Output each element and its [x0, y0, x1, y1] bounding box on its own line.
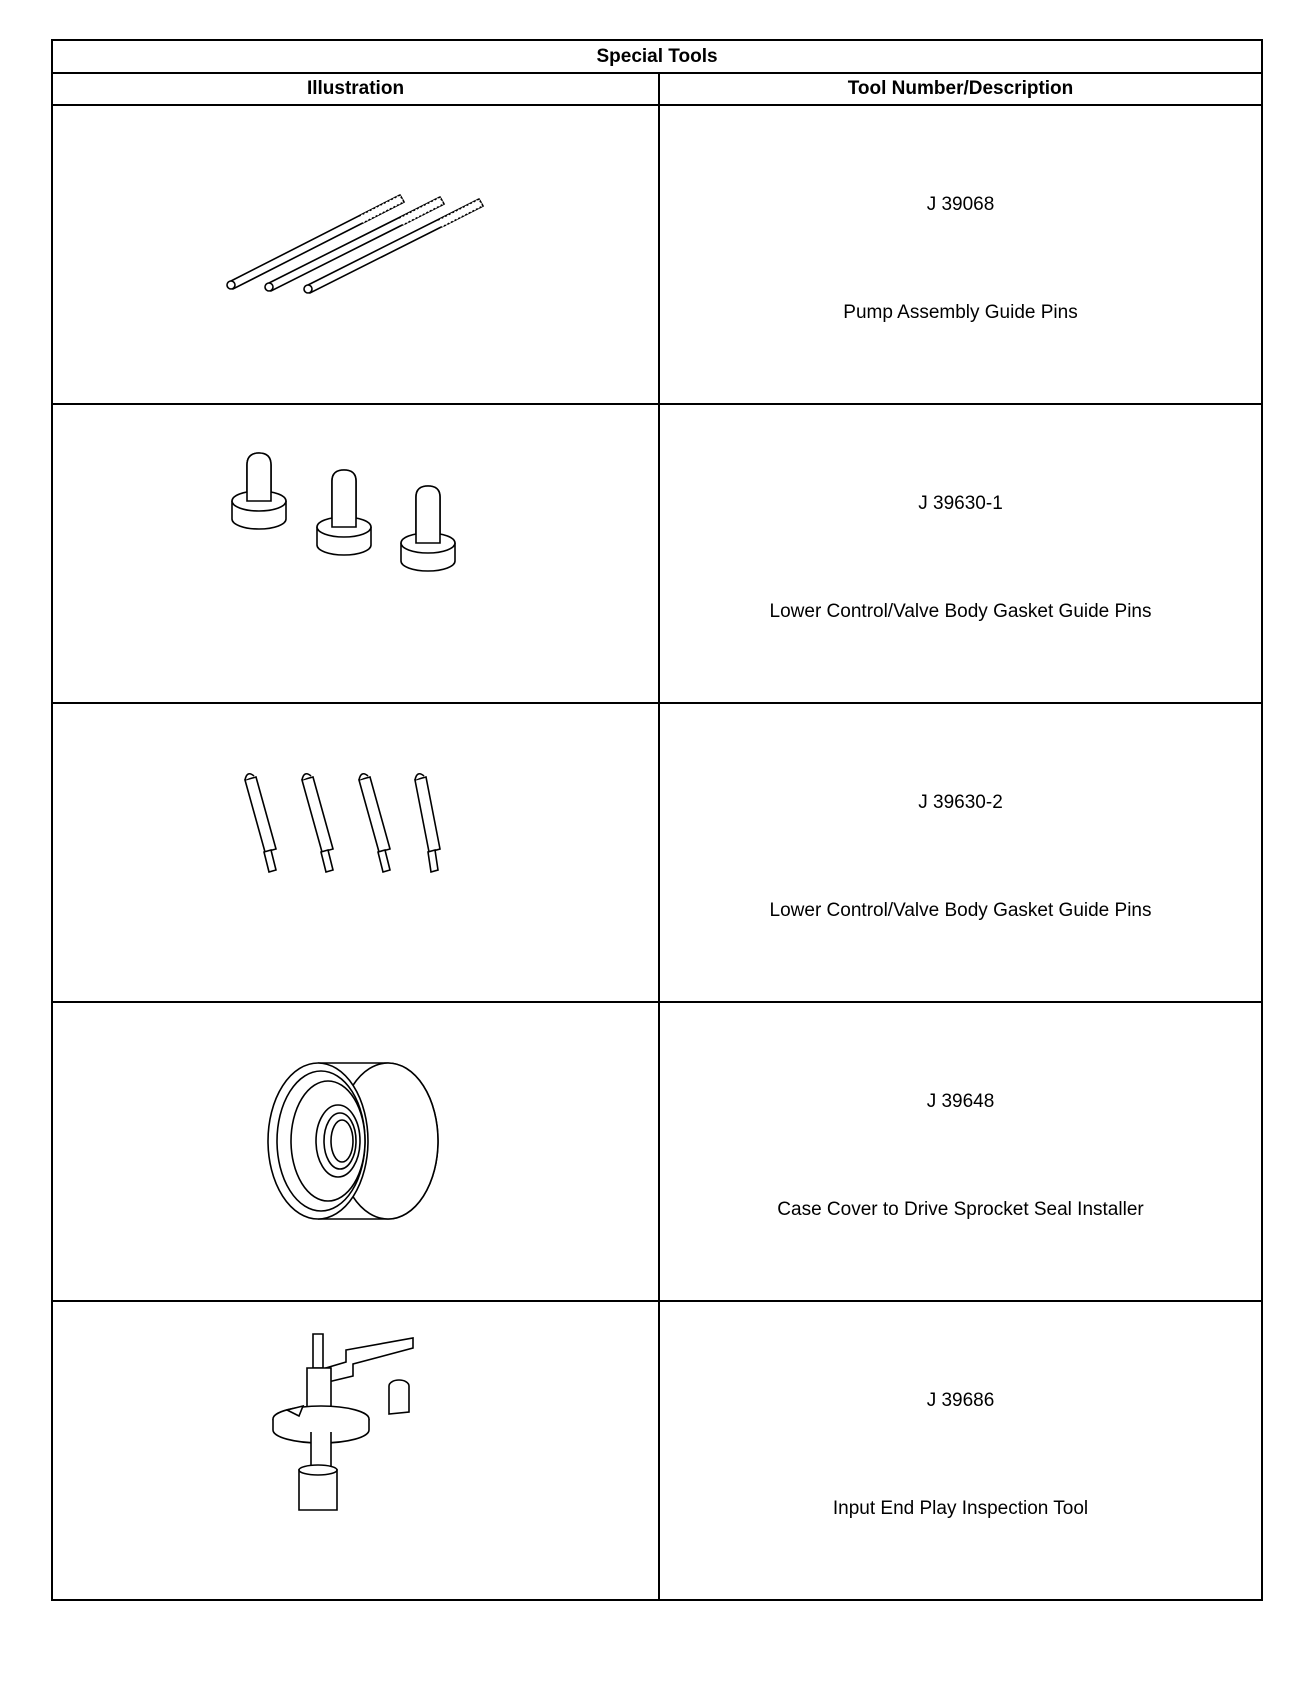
table-row — [52, 703, 1262, 1002]
special-tools-table — [51, 39, 1263, 1601]
tool-number: J 39648 — [926, 1091, 995, 1112]
description-cell — [659, 703, 1262, 1002]
threaded-pin-icon — [265, 197, 444, 291]
illustration-header: Illustration — [52, 73, 659, 105]
seal-installer-icon — [53, 1003, 659, 1300]
flanged-pin-icon — [401, 486, 455, 571]
threaded-pin-icon — [304, 199, 483, 293]
tool-number: J 39068 — [926, 194, 995, 215]
title-row — [52, 40, 1262, 73]
tool-description: Pump Assembly Guide Pins — [843, 302, 1078, 323]
description-cell — [659, 105, 1262, 404]
description-header: Tool Number/Description — [659, 73, 1262, 105]
illustration-cell — [52, 105, 659, 404]
illustration-cell — [52, 404, 659, 703]
tool-number: J 39630-1 — [918, 493, 1003, 514]
tool-description: Lower Control/Valve Body Gasket Guide Pins — [769, 900, 1152, 921]
illustration-cell — [52, 703, 659, 1002]
table-row — [52, 105, 1262, 404]
tool-number: J 39630-2 — [918, 792, 1003, 813]
illustration-cell — [52, 1301, 659, 1600]
guide-pins-flanged-icon — [53, 405, 659, 702]
header-row — [52, 73, 1262, 105]
table-row — [52, 404, 1262, 703]
tool-description: Lower Control/Valve Body Gasket Guide Pins — [769, 601, 1152, 622]
guide-pins-long-threaded-icon — [53, 106, 659, 403]
guide-pins-slim-icon — [53, 704, 659, 1001]
table-row — [52, 1002, 1262, 1301]
description-cell — [659, 404, 1262, 703]
table-row — [52, 1301, 1262, 1600]
slim-pin-icon — [415, 774, 440, 872]
flanged-pin-icon — [232, 453, 286, 529]
slim-pin-icon — [302, 774, 333, 872]
tool-number: J 39686 — [926, 1390, 995, 1411]
tool-description: Case Cover to Drive Sprocket Seal Installer — [777, 1199, 1144, 1220]
table-title: Special Tools — [52, 40, 1262, 73]
tool-description: Input End Play Inspection Tool — [832, 1498, 1089, 1519]
description-cell — [659, 1002, 1262, 1301]
threaded-pin-icon — [227, 195, 404, 289]
description-cell — [659, 1301, 1262, 1600]
slim-pin-icon — [245, 774, 276, 872]
flanged-pin-icon — [317, 470, 371, 555]
end-play-inspection-tool-icon — [53, 1302, 659, 1599]
illustration-cell — [52, 1002, 659, 1301]
slim-pin-icon — [359, 774, 390, 872]
